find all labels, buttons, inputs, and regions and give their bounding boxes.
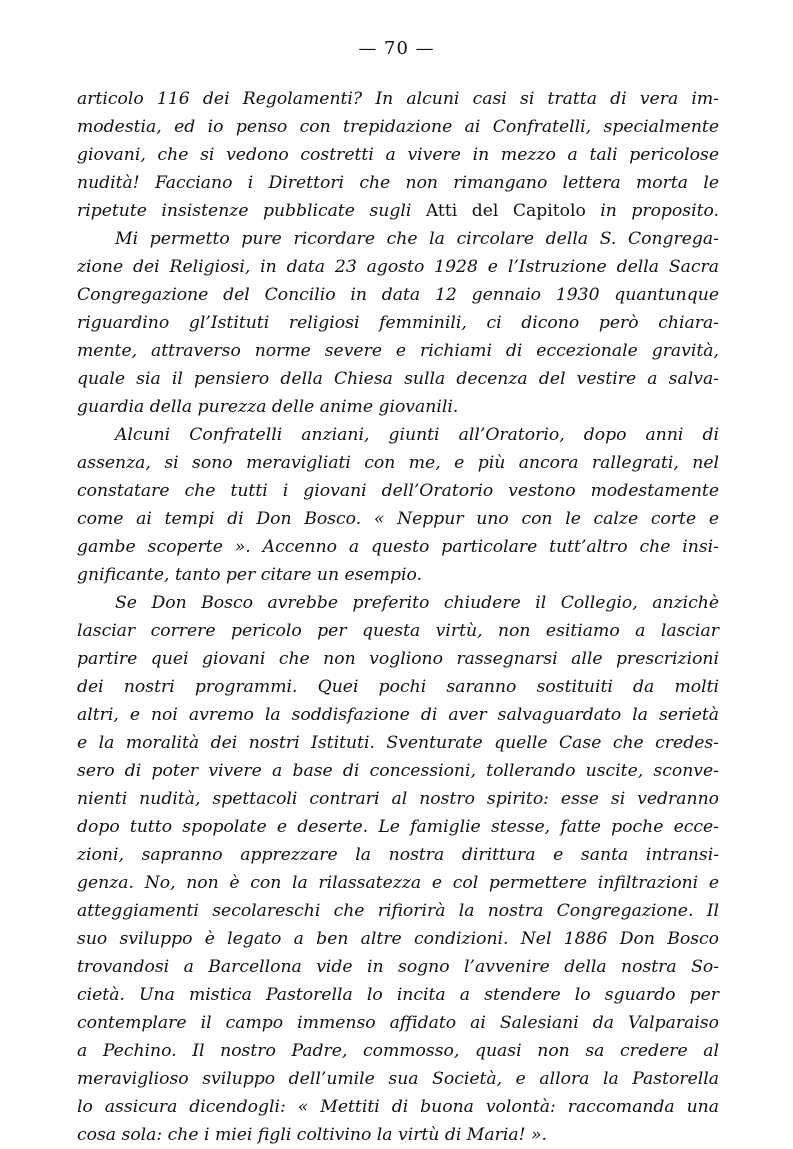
text-line: sero di poter vivere a base di concessioni, tollerando uscite, sconve-: [77, 761, 719, 781]
text-line: suo sviluppo è legato a ben altre condizioni. Nel 1886 Don Bosco: [77, 929, 719, 949]
paragraph-1: [77, 85, 719, 225]
text-line: Se Don Bosco avrebbe preferito chiudere il Collegio, anzichè: [115, 593, 719, 613]
text-line: altri, e noi avremo la soddisfazione di aver salvaguardato la serietà: [77, 705, 719, 725]
text-line: lasciar correre pericolo per questa virtù, non esitiamo a lasciar: [77, 621, 719, 641]
text-line: contemplare il campo immenso affidato ai Salesiani da Valparaiso: [77, 1013, 719, 1033]
text-run: in proposito.: [585, 201, 719, 221]
text-line: gambe scoperte ». Accenno a questo particolare tutt’altro che insi-: [77, 537, 719, 557]
text-line: quale sia il pensiero della Chiesa sulla decenza del vestire a salva-: [77, 369, 719, 389]
text-line: assenza, si sono meravigliati con me, e più ancora rallegrati, nel: [77, 453, 719, 473]
text-line: mente, attraverso norme severe e richiami di eccezionale gravità,: [77, 341, 719, 361]
page-number: — 70 —: [358, 38, 435, 59]
text-line: guardia della purezza delle anime giovanili.: [77, 397, 459, 417]
text-line: zione dei Religiosi, in data 23 agosto 1928 e l’Istruzione della Sacra: [77, 257, 719, 277]
paragraph-2: [77, 225, 719, 421]
text-line: cosa sola: che i miei figli coltivino la virtù di Maria! ».: [77, 1125, 547, 1145]
text-line: Congregazione del Concilio in data 12 gennaio 1930 quantunque: [77, 285, 719, 305]
text-line: lo assicura dicendogli: « Mettiti di buona volontà: raccomanda una: [77, 1097, 719, 1117]
text-line: giovani, che si vedono costretti a vivere in mezzo a tali pericolose: [77, 145, 719, 165]
text-line: modestia, ed io penso con trepidazione ai Confratelli, specialmente: [77, 117, 719, 137]
text-line: meraviglioso sviluppo dell’umile sua Società, e allora la Pastorella: [77, 1069, 719, 1089]
text-line: partire quei giovani che non vogliono rassegnarsi alle prescrizioni: [77, 649, 719, 669]
paragraph-3: [77, 421, 719, 589]
text-line: nienti nudità, spettacoli contrari al nostro spirito: esse si vedranno: [77, 789, 719, 809]
text-run: ripetute insistenze pubblicate sugli: [77, 201, 426, 221]
text-line: Mi permetto pure ricordare che la circolare della S. Congrega-: [115, 229, 719, 249]
text-line: e la moralità dei nostri Istituti. Sventurate quelle Case che credes-: [77, 733, 719, 753]
text-line: [77, 197, 719, 225]
text-line: nudità! Facciano i Direttori che non rimangano lettera morta le: [77, 173, 719, 193]
text-line: come ai tempi di Don Bosco. « Neppur uno con le calze corte e: [77, 509, 719, 529]
text-line: genza. No, non è con la rilassatezza e col permettere infiltrazioni e: [77, 873, 719, 893]
publication-title: Atti del Capitolo: [425, 201, 586, 221]
text-line: trovandosi a Barcellona vide in sogno l’avvenire della nostra So-: [77, 957, 719, 977]
text-line: riguardino gl’Istituti religiosi femminili, ci dicono però chiara-: [77, 313, 719, 333]
text-line: articolo 116 dei Regolamenti? In alcuni casi si tratta di vera im-: [77, 89, 719, 109]
body-text: [77, 85, 719, 1149]
text-line: atteggiamenti secolareschi che rifiorirà la nostra Congregazione. Il: [77, 901, 719, 921]
text-line: cietà. Una mistica Pastorella lo incita a stendere lo sguardo per: [77, 985, 719, 1005]
text-line: gnificante, tanto per citare un esempio.: [77, 565, 422, 585]
paragraph-4: [77, 589, 719, 1149]
text-line: constatare che tutti i giovani dell’Oratorio vestono modestamente: [77, 481, 719, 501]
text-line: a Pechino. Il nostro Padre, commosso, quasi non sa credere al: [77, 1041, 719, 1061]
text-line: dopo tutto spopolate e deserte. Le famiglie stesse, fatte poche ecce-: [77, 817, 719, 837]
text-line: zioni, sapranno apprezzare la nostra dirittura e santa intransi-: [77, 845, 719, 865]
text-line: dei nostri programmi. Quei pochi saranno sostituiti da molti: [77, 677, 719, 697]
text-line: Alcuni Confratelli anziani, giunti all’Oratorio, dopo anni di: [115, 425, 719, 445]
